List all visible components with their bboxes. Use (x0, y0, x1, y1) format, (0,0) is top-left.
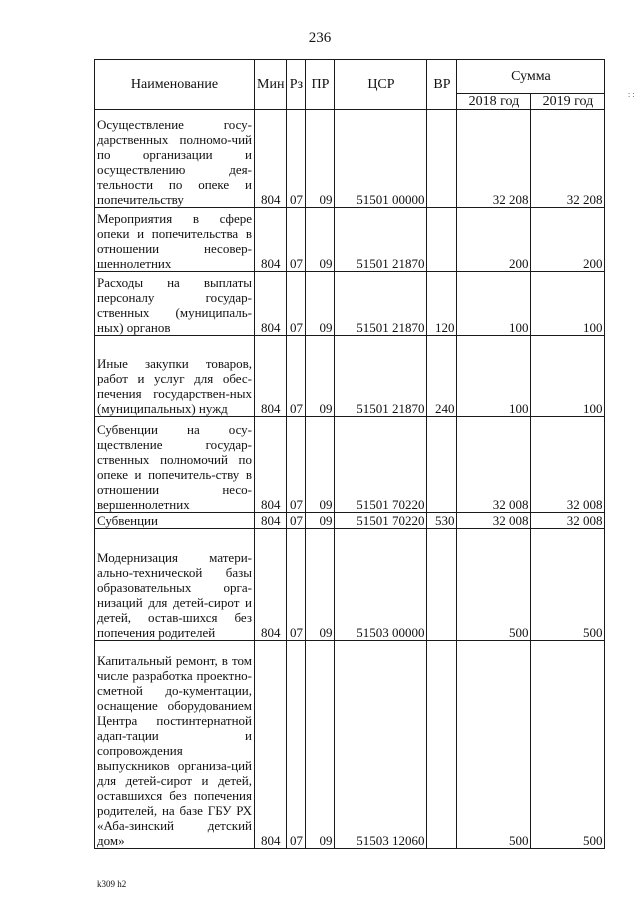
row-amount-2018: 32 208 (457, 110, 531, 208)
row-vr: 530 (427, 513, 457, 529)
row-amount-2019: 100 (531, 336, 605, 417)
row-amount-2019: 200 (531, 208, 605, 272)
row-min: 804 (255, 513, 287, 529)
row-csr: 51501 21870 (335, 336, 427, 417)
row-amount-2019: 500 (531, 641, 605, 849)
row-pr: 09 (306, 641, 335, 849)
table-row (95, 208, 605, 272)
header-vr: ВР (427, 60, 457, 110)
row-name: Модернизация матери-ально-технической базы образовательных орга-низаций для детей-сирот и детей, остав-шихся без попечения родителей (95, 529, 255, 641)
row-csr: 51501 21870 (335, 208, 427, 272)
table-row (95, 641, 605, 849)
row-rz: 07 (287, 208, 306, 272)
row-amount-2018: 100 (457, 272, 531, 336)
row-csr: 51501 70220 (335, 513, 427, 529)
row-vr (427, 641, 457, 849)
row-amount-2018: 500 (457, 641, 531, 849)
row-rz: 07 (287, 513, 306, 529)
header-pr: ПР (306, 60, 335, 110)
row-min: 804 (255, 417, 287, 513)
row-rz: 07 (287, 529, 306, 641)
table-row (95, 513, 605, 529)
row-vr (427, 208, 457, 272)
row-csr: 51501 70220 (335, 417, 427, 513)
page-number: 236 (308, 30, 332, 46)
row-amount-2018: 32 008 (457, 417, 531, 513)
header-name: Наименование (95, 60, 255, 110)
row-vr (427, 110, 457, 208)
row-min: 804 (255, 529, 287, 641)
row-pr: 09 (306, 208, 335, 272)
row-amount-2019: 32 008 (531, 513, 605, 529)
row-pr: 09 (306, 529, 335, 641)
row-min: 804 (255, 641, 287, 849)
row-amount-2018: 200 (457, 208, 531, 272)
row-pr: 09 (306, 110, 335, 208)
row-csr: 51501 00000 (335, 110, 427, 208)
row-name: Осуществление госу-дарственных полномо-чий по организации и осуществлению дея-тельности по опеке и попечительству (95, 110, 255, 208)
row-csr: 51503 12060 (335, 641, 427, 849)
row-pr: 09 (306, 417, 335, 513)
row-name: Иные закупки товаров, работ и услуг для обес-печения государствен-ных (муниципальных) нужд (95, 336, 255, 417)
row-name: Расходы на выплаты персоналу государ-ственных (муниципаль-ных) органов (95, 272, 255, 336)
row-min: 804 (255, 208, 287, 272)
row-name: Мероприятия в сфере опеки и попечительства в отношении несовер-шеннолетних (95, 208, 255, 272)
row-rz: 07 (287, 272, 306, 336)
row-rz: 07 (287, 336, 306, 417)
row-pr: 09 (306, 272, 335, 336)
row-min: 804 (255, 336, 287, 417)
table-row (95, 417, 605, 513)
row-amount-2019: 500 (531, 529, 605, 641)
header-rz: Рз (287, 60, 306, 110)
row-amount-2019: 32 208 (531, 110, 605, 208)
row-rz: 07 (287, 641, 306, 849)
row-amount-2019: 32 008 (531, 417, 605, 513)
row-min: 804 (255, 110, 287, 208)
table-body (95, 110, 605, 849)
row-name: Субвенции на осу-ществление государ-ственных полномочий по опеке и попечитель-ству в отношении несо-вершеннолетних (95, 417, 255, 513)
table-row (95, 529, 605, 641)
header-year-2019: 2019 год (531, 94, 605, 110)
row-vr (427, 529, 457, 641)
row-name: Субвенции (95, 513, 255, 529)
row-amount-2018: 500 (457, 529, 531, 641)
row-amount-2018: 100 (457, 336, 531, 417)
header-sum: Сумма (457, 60, 605, 94)
margin-mark: : : (628, 90, 635, 99)
budget-table (94, 59, 605, 849)
row-rz: 07 (287, 417, 306, 513)
table-row (95, 336, 605, 417)
row-vr (427, 417, 457, 513)
footer-code: k309 h2 (97, 879, 127, 889)
row-vr: 120 (427, 272, 457, 336)
row-amount-2019: 100 (531, 272, 605, 336)
row-rz: 07 (287, 110, 306, 208)
row-min: 804 (255, 272, 287, 336)
header-year-2018: 2018 год (457, 94, 531, 110)
header-csr: ЦСР (335, 60, 427, 110)
table-row (95, 272, 605, 336)
header-min: Мин (255, 60, 287, 110)
row-pr: 09 (306, 336, 335, 417)
row-csr: 51503 00000 (335, 529, 427, 641)
row-amount-2018: 32 008 (457, 513, 531, 529)
table-row (95, 110, 605, 208)
row-csr: 51501 21870 (335, 272, 427, 336)
row-name: Капитальный ремонт, в том числе разработка проектно-сметной до-кументации, оснащение оборудованием Центра постинтернатной адап-тации и сопровождения выпускников организа-ций для детей-сирот и детей, оставшихся без попечения родителей, на базе ГБУ РХ «Аба-зинский детский дом» (95, 641, 255, 849)
row-pr: 09 (306, 513, 335, 529)
row-vr: 240 (427, 336, 457, 417)
